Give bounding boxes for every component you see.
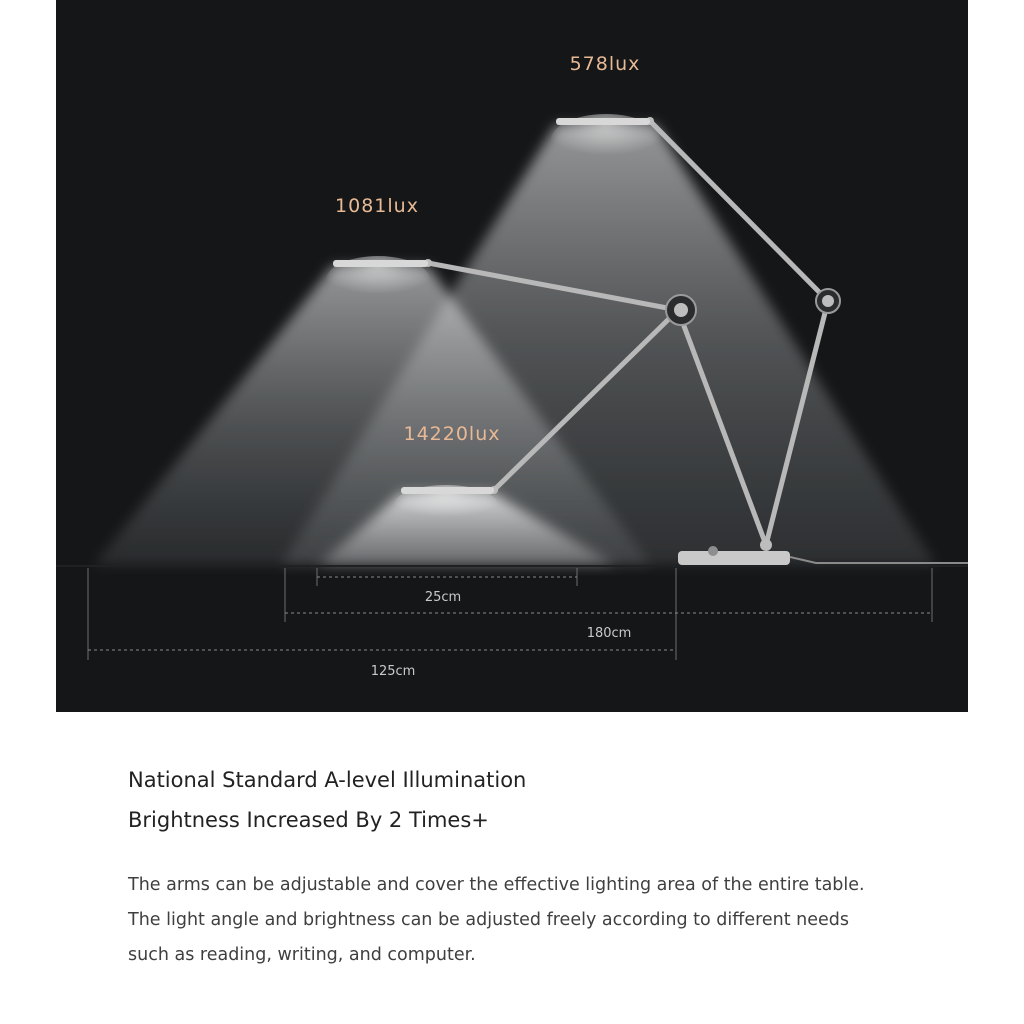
lamp-head-low xyxy=(401,487,494,494)
headline-line-2: Brightness Increased By 2 Times+ xyxy=(128,808,489,832)
description-line-3: such as reading, writing, and computer. xyxy=(128,945,476,965)
text-section xyxy=(128,760,958,973)
description-line-1: The arms can be adjustable and cover the effective lighting area of the entire table. xyxy=(128,875,865,895)
lux-label-high: 578lux xyxy=(569,53,641,75)
lux-label-low: 14220lux xyxy=(403,423,501,445)
lux-label-mid: 1081lux xyxy=(335,195,419,217)
dimension-label-inner: 25cm xyxy=(424,590,462,605)
description-line-2: The light angle and brightness can be adjusted freely according to different needs xyxy=(128,910,850,930)
description xyxy=(128,868,958,973)
base-knob xyxy=(708,546,718,556)
lamp-illustration xyxy=(56,0,968,712)
lamp-head-high xyxy=(556,118,650,125)
lamp-diagram xyxy=(56,0,968,712)
lamp-base xyxy=(678,551,790,565)
dimension-lines xyxy=(88,577,932,650)
headline-line-1: National Standard A-level Illumination xyxy=(128,768,527,792)
dimension-label-right: 180cm xyxy=(586,626,632,641)
headline xyxy=(128,760,958,840)
dimension-label-left: 125cm xyxy=(370,664,416,679)
dimension-ticks xyxy=(88,568,932,660)
lamp-head-mid xyxy=(333,260,428,267)
